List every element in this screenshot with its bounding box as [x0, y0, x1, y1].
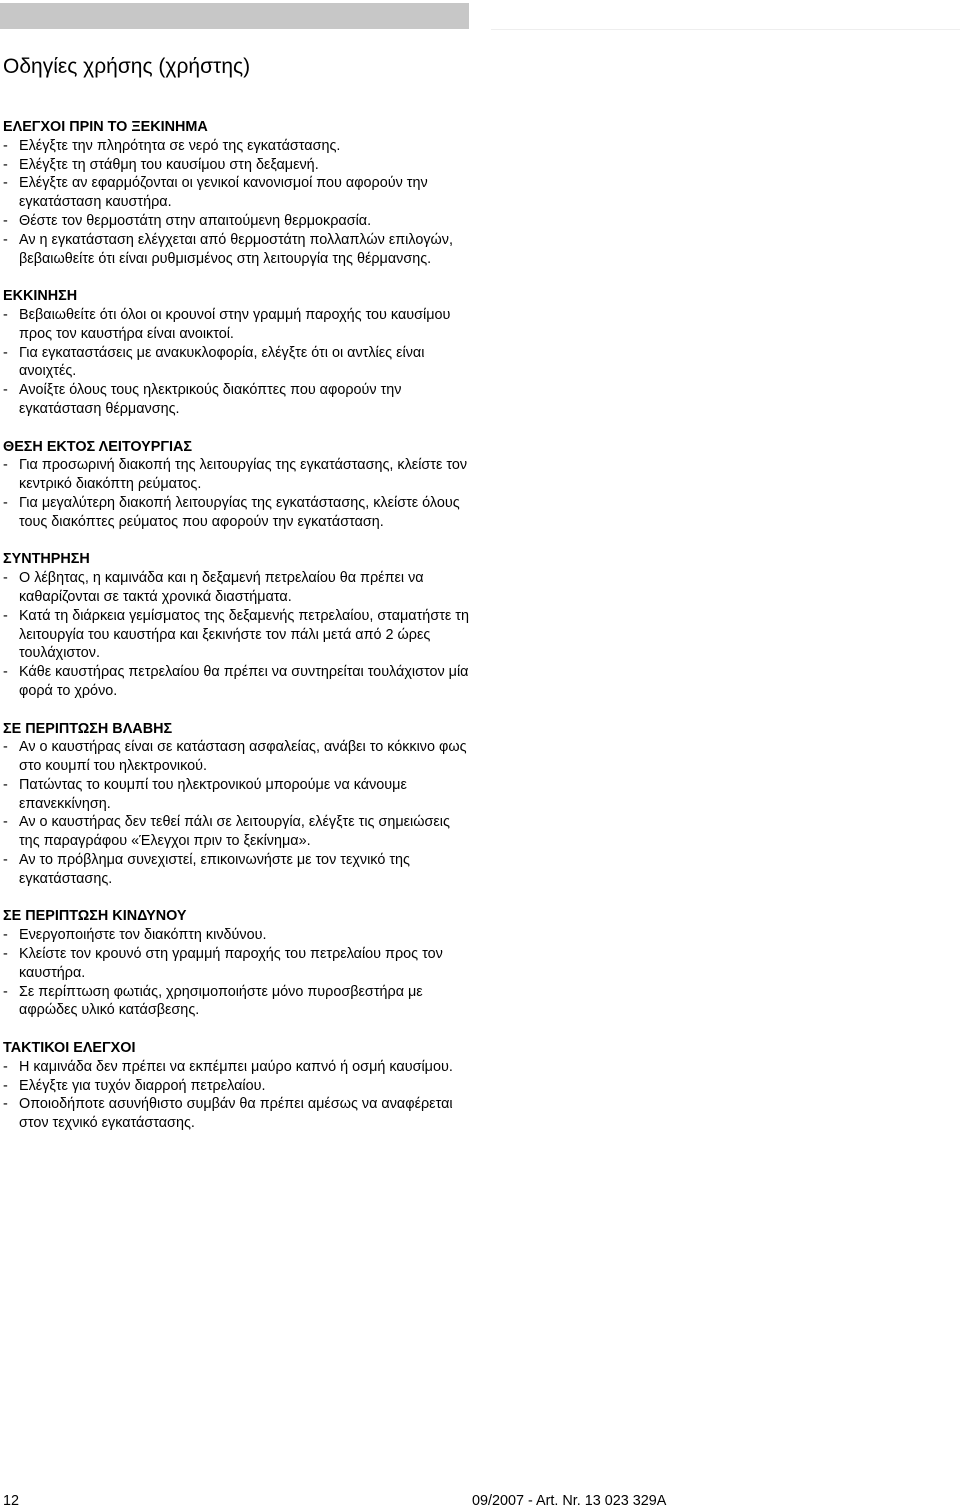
list-item: - Οποιοδήποτε ασυνήθιστο συμβάν θα πρέπει αμέσως να αναφέρεται στον τεχνικό εγκατάστασης.	[3, 1096, 453, 1132]
list-item: - Ανοίξτε όλους τους ηλεκτρικούς διακόπτες που αφορούν την εγκατάσταση θέρμανσης.	[3, 382, 402, 417]
document-reference: 09/2007 - Art. Nr. 13 023 329A	[472, 1493, 667, 1509]
list-item: - Κλείστε τον κρουνό στη γραμμή παροχής του πετρελαίου προς τον καυστήρα.	[3, 946, 443, 981]
header-rule	[491, 29, 960, 30]
section-regular-checks	[3, 1039, 473, 1133]
item-list	[3, 926, 473, 1020]
list-item: - Ελέγξτε την πληρότητα σε νερό της εγκατάστασης.	[3, 137, 341, 154]
list-item: - Βεβαιωθείτε ότι όλοι οι κρουνοί στην γραμμή παροχής του καυσίμου προς τον καυστήρα είναι ανοικτοί.	[3, 306, 451, 342]
section-heading: ΣΕ ΠΕΡΙΠΤΩΣΗ ΒΛΑΒΗΣ	[3, 720, 173, 737]
section-heading: ΕΛΕΓΧΟΙ ΠΡΙΝ ΤΟ ΞΕΚΙΝΗΜΑ	[3, 119, 208, 135]
section-heading: ΤΑΚΤΙΚΟΙ ΕΛΕΓΧΟΙ	[3, 1040, 136, 1057]
section-heading: ΣΕ ΠΕΡΙΠΤΩΣΗ ΚΙΝΔΥΝΟΥ	[3, 908, 187, 925]
section-checks-before-start	[3, 118, 473, 268]
list-item: - Θέστε τον θερμοστάτη στην απαιτούμενη θερμοκρασία.	[3, 212, 372, 229]
section-fault	[3, 720, 473, 889]
list-item: - Για μεγαλύτερη διακοπή λειτουργίας της εγκατάστασης, κλείστε όλους τους διακόπτες ρεύματος που αφορούν την εγκατάσταση.	[3, 494, 460, 530]
list-item: - Αν το πρόβλημα συνεχιστεί, επικοινωνήστε με τον τεχνικό της εγκατάστασης.	[3, 852, 410, 887]
list-item: - Για προσωρινή διακοπή της λειτουργίας της εγκατάστασης, κλείστε τον κεντρικό διακόπτη ρεύματος.	[3, 457, 468, 493]
list-item: - Αν η εγκατάσταση ελέγχεται από θερμοστάτη πολλαπλών επιλογών, βεβαιωθείτε ότι είναι ρυθμισμένος στη λειτουργία της θέρμανσης.	[3, 231, 453, 267]
list-item: - Η καμινάδα δεν πρέπει να εκπέμπει μαύρο καπνό ή οσμή καυσίμου.	[3, 1058, 453, 1075]
list-item: - Ενεργοποιήστε τον διακόπτη κινδύνου.	[3, 927, 267, 944]
list-item: - Αν ο καυστήρας δεν τεθεί πάλι σε λειτουργία, ελέγξτε τις σημειώσεις της παραγράφου «Έλεγχοι πριν το ξεκίνημα».	[3, 814, 450, 850]
item-list	[3, 306, 473, 419]
section-heading: ΘΕΣΗ ΕΚΤΟΣ ΛΕΙΤΟΥΡΓΙΑΣ	[3, 438, 193, 455]
section-shutdown	[3, 438, 473, 532]
list-item: - Ελέγξτε αν εφαρμόζονται οι γενικοί κανονισμοί που αφορούν την εγκατάσταση καυστήρα.	[3, 175, 428, 211]
header-bar	[0, 3, 469, 29]
item-list	[3, 569, 473, 701]
list-item: - Αν ο καυστήρας είναι σε κατάσταση ασφαλείας, ανάβει το κόκκινο φως στο κουμπί του ηλεκτρονικού.	[3, 739, 467, 775]
list-item: - Ο λέβητας, η καμινάδα και η δεξαμενή πετρελαίου θα πρέπει να καθαρίζονται σε τακτά χρονικά διαστήματα.	[3, 570, 424, 605]
item-list	[3, 456, 473, 531]
item-list	[3, 137, 473, 269]
list-item: - Ελέγξτε για τυχόν διαρροή πετρελαίου.	[3, 1077, 266, 1094]
list-item: - Πατώντας το κουμπί του ηλεκτρονικού μπορούμε να κάνουμε επανεκκίνηση.	[3, 776, 407, 812]
section-heading: ΕΚΚΙΝΗΣΗ	[3, 288, 78, 305]
section-heading: ΣΥΝΤΗΡΗΣΗ	[3, 551, 90, 568]
list-item: - Για εγκαταστάσεις με ανακυκλοφορία, ελέγξτε ότι οι αντλίες είναι ανοιχτές.	[3, 344, 425, 380]
item-list	[3, 738, 473, 888]
section-danger	[3, 907, 473, 1020]
list-item: - Ελέγξτε τη στάθμη του καυσίμου στη δεξαμενή.	[3, 156, 319, 173]
list-item: - Κατά τη διάρκεια γεμίσματος της δεξαμενής πετρελαίου, σταματήστε τη λειτουργία του καυστήρα και ξεκινήστε τον πάλι μετά από 2 ώρες τουλάχιστον.	[3, 607, 469, 662]
list-item: - Σε περίπτωση φωτιάς, χρησιμοποιήστε μόνο πυροσβεστήρα με αφρώδες υλικό κατάσβεσης.	[3, 983, 423, 1019]
page-title: Οδηγίες χρήσης (χρήστης)	[3, 55, 251, 78]
section-startup	[3, 287, 473, 419]
page-number: 12	[3, 1493, 20, 1509]
instructions-body	[3, 118, 473, 1152]
section-maintenance	[3, 550, 473, 700]
item-list	[3, 1058, 473, 1133]
list-item: - Κάθε καυστήρας πετρελαίου θα πρέπει να συντηρείται τουλάχιστον μία φορά το χρόνο.	[3, 664, 469, 699]
